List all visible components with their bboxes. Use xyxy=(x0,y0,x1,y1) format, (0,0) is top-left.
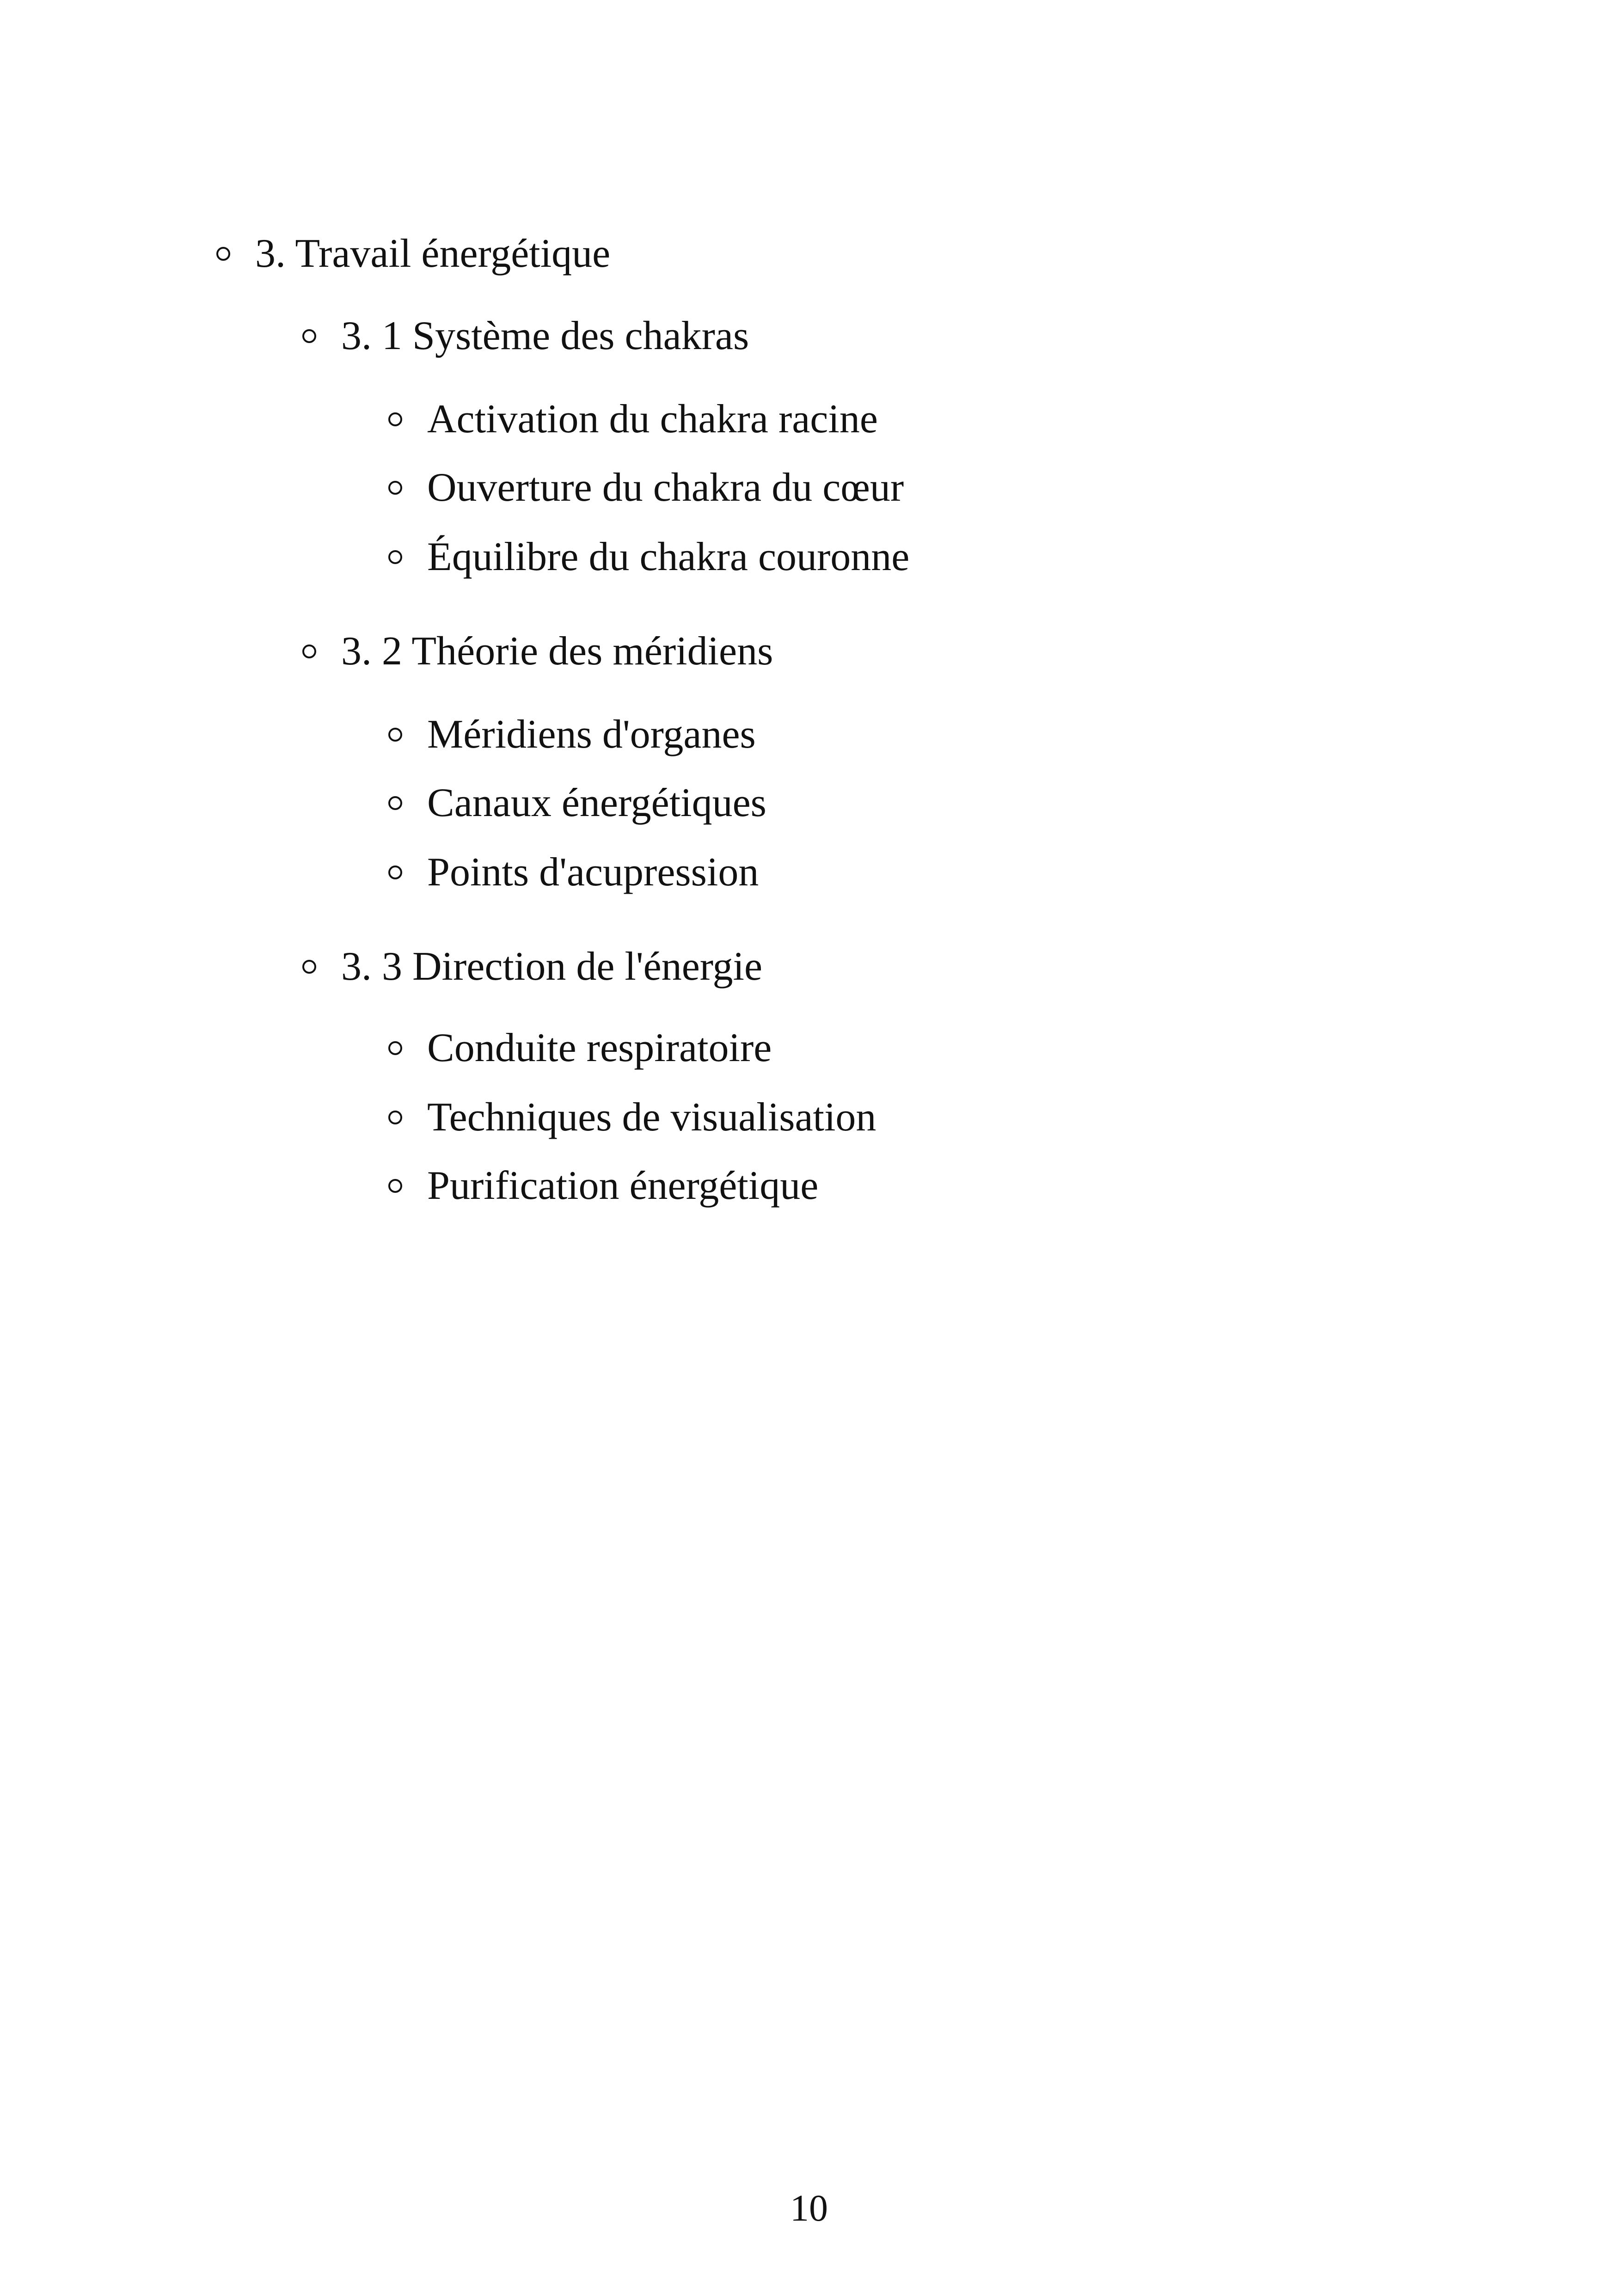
page-number: 10 xyxy=(790,2187,828,2229)
outline-item xyxy=(388,534,910,579)
item-label: Points d'acupression xyxy=(427,850,759,895)
outline-item xyxy=(388,714,756,755)
subsection-title: 3. 3 Direction de l'énergie xyxy=(341,944,763,989)
outline-item xyxy=(388,852,759,893)
hollow-circle-bullet-icon xyxy=(388,1179,402,1193)
hollow-circle-bullet-icon xyxy=(388,550,402,564)
outline-subsection xyxy=(302,313,749,358)
hollow-circle-bullet-icon xyxy=(388,1111,402,1124)
hollow-circle-bullet-icon xyxy=(302,329,316,343)
item-label: Techniques de visualisation xyxy=(427,1095,876,1140)
hollow-circle-bullet-icon xyxy=(388,481,402,495)
outline-subsection xyxy=(302,946,762,987)
hollow-circle-bullet-icon xyxy=(388,728,402,742)
hollow-circle-bullet-icon xyxy=(388,796,402,810)
item-label: Méridiens d'organes xyxy=(427,712,756,757)
outline-item xyxy=(388,1025,772,1070)
hollow-circle-bullet-icon xyxy=(302,645,316,658)
subsection-title: 3. 1 Système des chakras xyxy=(341,313,749,358)
item-label: Équilibre du chakra couronne xyxy=(427,534,910,579)
outline-item xyxy=(388,1163,819,1208)
hollow-circle-bullet-icon xyxy=(388,412,402,426)
hollow-circle-bullet-icon xyxy=(388,1041,402,1055)
outline-item xyxy=(388,1097,876,1138)
item-label: Conduite respiratoire xyxy=(427,1025,772,1070)
section-title: 3. Travail énergétique xyxy=(255,231,611,276)
hollow-circle-bullet-icon xyxy=(302,960,316,974)
hollow-circle-bullet-icon xyxy=(216,247,230,261)
item-label: Canaux énergétiques xyxy=(427,780,766,825)
outline-item xyxy=(388,467,904,508)
item-label: Purification énergétique xyxy=(427,1163,819,1208)
outline-subsection xyxy=(302,631,773,672)
item-label: Activation du chakra racine xyxy=(427,397,878,442)
hollow-circle-bullet-icon xyxy=(388,866,402,879)
subsection-title: 3. 2 Théorie des méridiens xyxy=(341,629,773,674)
outline-section xyxy=(216,233,610,274)
item-label: Ouverture du chakra du cœur xyxy=(427,465,904,510)
outline-item xyxy=(388,399,878,440)
outline-item xyxy=(388,780,766,825)
